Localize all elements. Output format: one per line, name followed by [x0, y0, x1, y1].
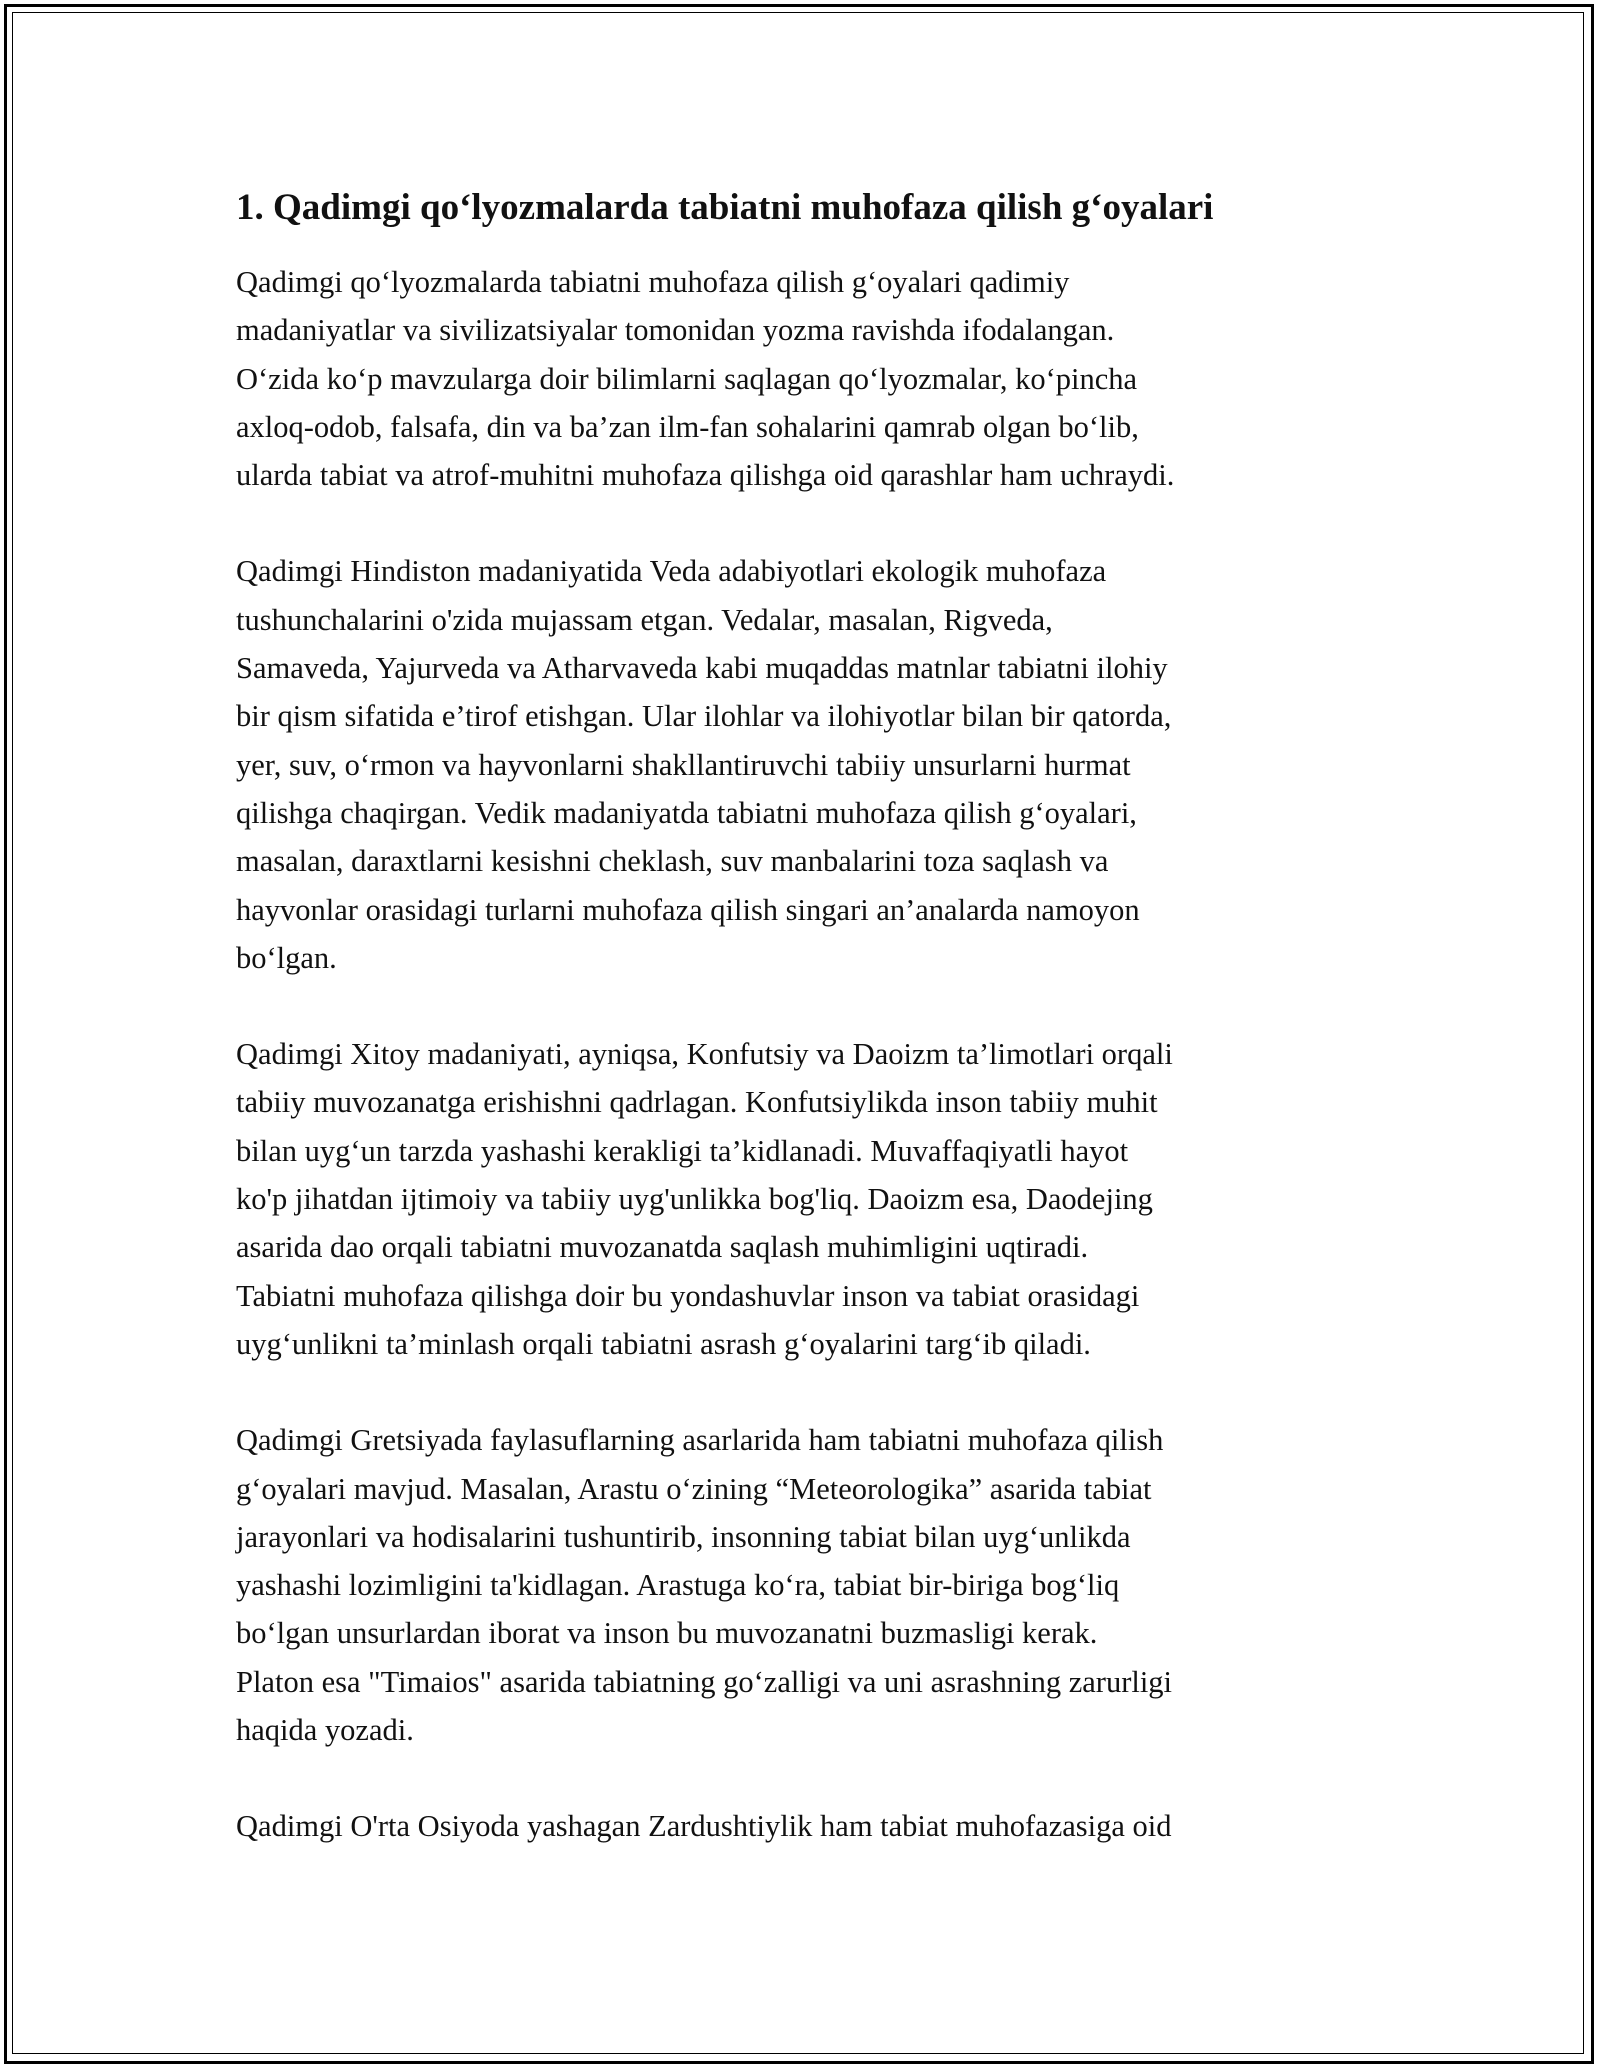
paragraph-china [236, 1030, 1376, 1368]
paragraph-india [236, 547, 1376, 982]
text-line: tabiiy muvozanatga erishishni qadrlagan. Konfutsiylikda inson tabiiy muhit [236, 1085, 1158, 1120]
text-line: tushunchalarini o'zida mujassam etgan. Vedalar, masalan, Rigveda, [236, 602, 1053, 637]
text-line: Samaveda, Yajurveda va Atharvaveda kabi muqaddas matnlar tabiatni ilohiy [236, 651, 1168, 686]
section-heading: 1. Qadimgi qo‘lyozmalarda tabiatni muhofaza qilish g‘oyalari [236, 187, 1214, 228]
text-line: axloq-odob, falsafa, din va ba’zan ilm-fan sohalarini qamrab olgan bo‘lib, [236, 409, 1139, 444]
paragraph-central-asia [236, 1802, 1376, 1850]
text-line: bo‘lgan unsurlardan iborat va inson bu muvozanatni buzmasligi kerak. [236, 1616, 1098, 1651]
document-body [236, 184, 1376, 1899]
text-line: bo‘lgan. [236, 940, 337, 975]
text-line: madaniyatlar va sivilizatsiyalar tomonidan yozma ravishda ifodalangan. [236, 313, 1115, 348]
text-line: qilishga chaqirgan. Vedik madaniyatda tabiatni muhofaza qilish g‘oyalari, [236, 795, 1137, 830]
text-line: Qadimgi qo‘lyozmalarda tabiatni muhofaza qilish g‘oyalari qadimiy [236, 265, 1070, 299]
paragraph-greece [236, 1416, 1376, 1754]
text-line: asarida dao orqali tabiatni muvozanatda saqlash muhimligini uqtiradi. [236, 1230, 1089, 1265]
text-line: bir qism sifatida e’tirof etishgan. Ular ilohlar va ilohiyotlar bilan bir qatorda, [236, 699, 1172, 734]
text-line: Qadimgi Gretsiyada faylasuflarning asarlarida ham tabiatni muhofaza qilish [236, 1423, 1164, 1458]
text-line: ularda tabiat va atrof-muhitni muhofaza qilishga oid qarashlar ham uchraydi. [236, 458, 1175, 493]
text-line: hayvonlar orasidagi turlarni muhofaza qilish singari an’analarda namoyon [236, 892, 1140, 927]
text-line: yashashi lozimligini ta'kidlagan. Arastuga ko‘ra, tabiat bir-biriga bog‘liq [236, 1568, 1120, 1603]
text-line: O‘zida ko‘p mavzularga doir bilimlarni saqlagan qo‘lyozmalar, ko‘pincha [236, 361, 1138, 396]
text-line: ko'p jihatdan ijtimoiy va tabiiy uyg'unlikka bog'liq. Daoizm esa, Daodejing [236, 1182, 1153, 1217]
text-line: haqida yozadi. [236, 1713, 414, 1748]
text-line: Qadimgi Hindiston madaniyatida Veda adabiyotlari ekologik muhofaza [236, 554, 1107, 589]
text-line: jarayonlari va hodisalarini tushuntirib, insonning tabiat bilan uyg‘unlikda [236, 1519, 1131, 1554]
text-line: g‘oyalari mavjud. Masalan, Arastu o‘zining “Meteorologika” asarida tabiat [236, 1471, 1152, 1506]
text-line: Tabiatni muhofaza qilishga doir bu yondashuvlar inson va tabiat orasidagi [236, 1278, 1140, 1313]
paragraph-intro [236, 258, 1376, 499]
text-line: masalan, daraxtlarni kesishni cheklash, suv manbalarini toza saqlash va [236, 844, 1109, 879]
text-line: yer, suv, o‘rmon va hayvonlarni shakllantiruvchi tabiiy unsurlarni hurmat [236, 747, 1131, 782]
text-line: Qadimgi O'rta Osiyoda yashagan Zardushtiylik ham tabiat muhofazasiga oid [236, 1809, 1172, 1844]
text-line: Platon esa "Timaios" asarida tabiatning go‘zalligi va uni asrashning zarurligi [236, 1664, 1173, 1699]
text-line: bilan uyg‘un tarzda yashashi kerakligi ta’kidlanadi. Muvaffaqiyatli hayot [236, 1133, 1129, 1168]
text-line: uyg‘unlikni ta’minlash orqali tabiatni asrash g‘oyalarini targ‘ib qiladi. [236, 1326, 1091, 1361]
text-line: Qadimgi Xitoy madaniyati, ayniqsa, Konfutsiy va Daoizm ta’limotlari orqali [236, 1037, 1173, 1072]
